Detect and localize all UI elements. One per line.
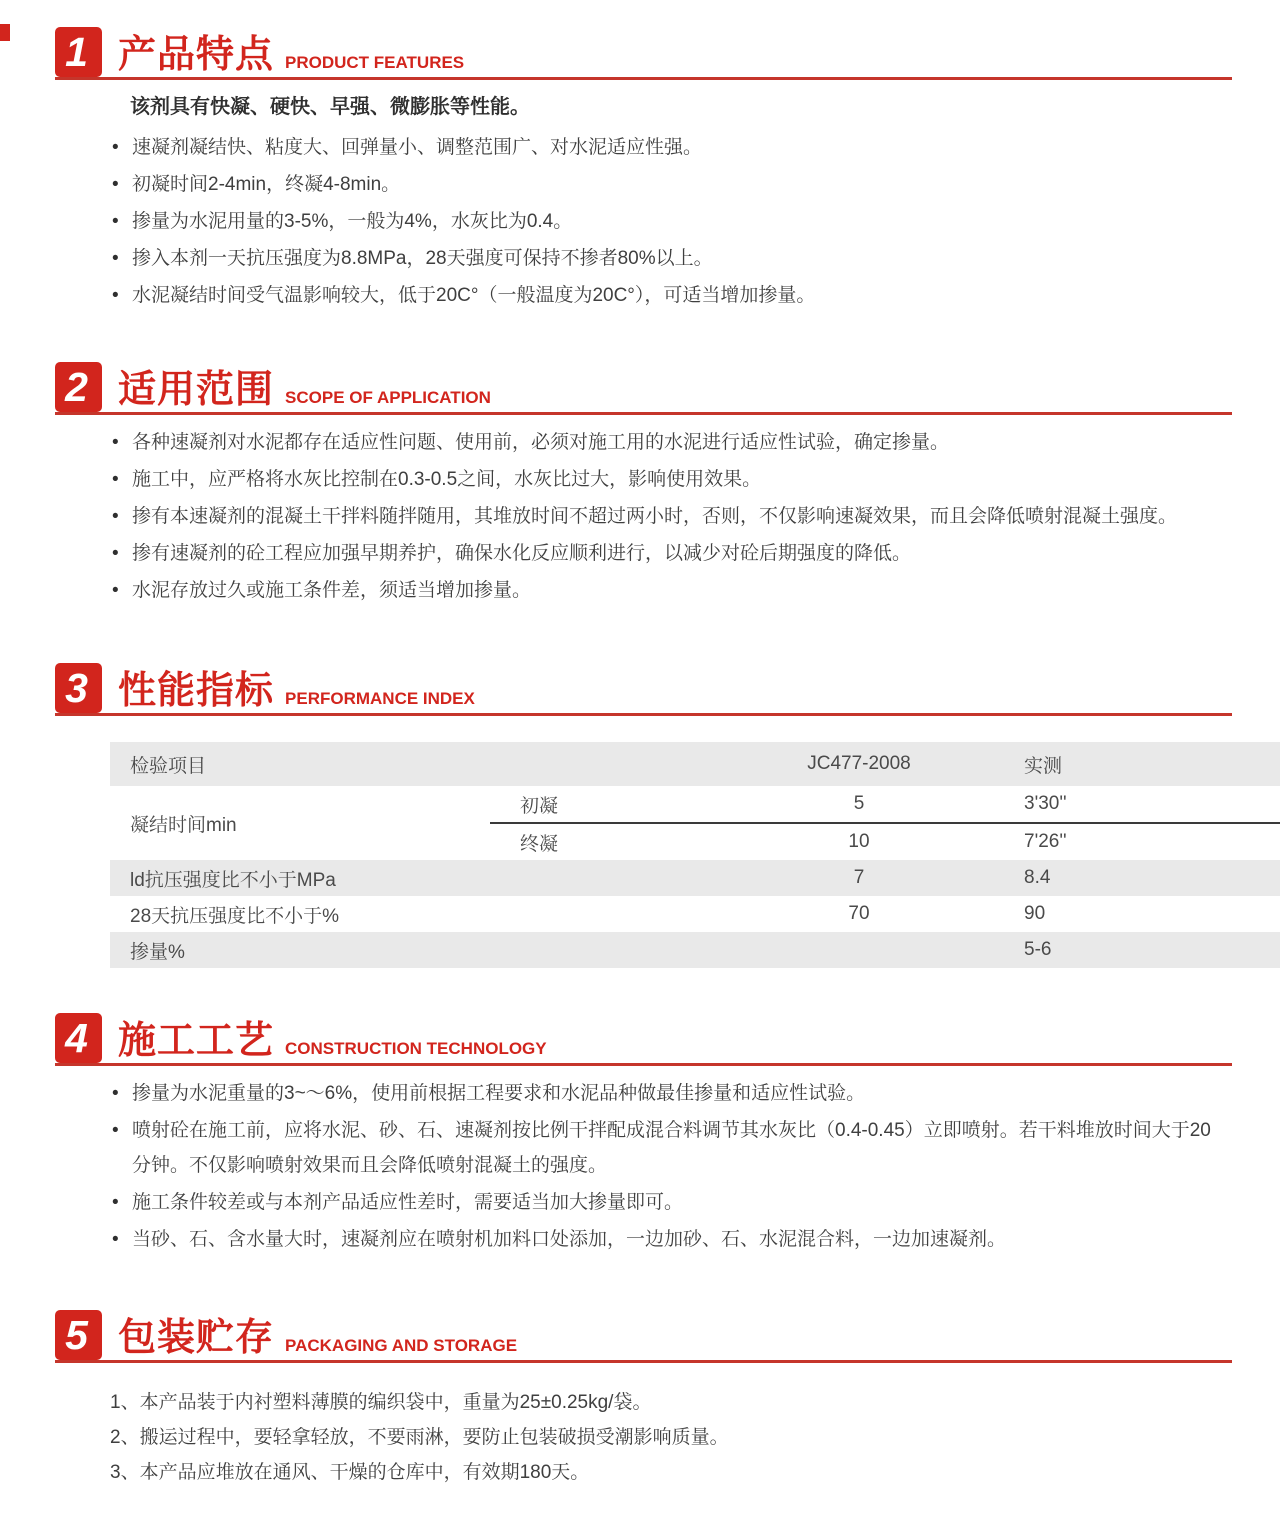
section-title-zh: 性能指标 <box>118 670 275 712</box>
section-header <box>55 24 1232 80</box>
corner-accent-mark <box>0 24 10 41</box>
section-number-badge: 2 <box>55 362 102 412</box>
table-cell-final-measured: 7'26'' <box>1024 831 1067 852</box>
section-performance-index <box>0 660 1280 968</box>
table-cell-standard: 7 <box>706 860 1012 896</box>
bullet-item: • 掺入本剂一天抗压强度为8.8MPa，28天强度可保持不掺者80%以上。 <box>110 241 1220 276</box>
bullet-item: • 初凝时间2-4min，终凝4-8min。 <box>110 167 1220 202</box>
numbered-item: 3、本产品应堆放在通风、干燥的仓库中，有效期180天。 <box>110 1462 590 1483</box>
table-cell-final-name: 终凝 <box>520 833 559 855</box>
section-packaging-and-storage <box>0 1307 1280 1490</box>
table-header-sub <box>490 742 706 786</box>
table-cell-item: 掺量% <box>110 932 706 968</box>
bullet-list <box>110 425 1220 608</box>
section-construction-technology <box>0 1010 1280 1257</box>
table-header-standard: JC477-2008 <box>706 742 1012 786</box>
section-header <box>55 660 1232 716</box>
section-intro: 该剂具有快凝、硬快、早强、微膨胀等性能。 <box>130 96 530 118</box>
section-number-badge: 5 <box>55 1310 102 1360</box>
section-title-zh: 包装贮存 <box>118 1317 275 1359</box>
section-header <box>55 359 1232 415</box>
bullet-list <box>110 1076 1220 1257</box>
bullet-item: • 施工中，应严格将水灰比控制在0.3-0.5之间，水灰比过大，影响使用效果。 <box>110 462 1220 497</box>
section-product-features <box>0 24 1280 313</box>
table-row <box>110 896 1280 932</box>
table-cell-final-standard: 10 <box>848 831 870 852</box>
section-title-zh: 适用范围 <box>118 369 275 411</box>
section-number-badge: 1 <box>55 27 102 77</box>
bullet-item: • 施工条件较差或与本剂产品适应性差时，需要适当加大掺量即可。 <box>110 1185 1220 1220</box>
table-cell-initial-measured: 3'30'' <box>1012 786 1280 823</box>
section-header <box>55 1010 1232 1066</box>
table-row <box>110 860 1280 896</box>
table-row <box>110 932 1280 968</box>
section-title-en: PRODUCT FEATURES <box>285 53 465 72</box>
bullet-item: • 掺量为水泥用量的3-5%，一般为4%，水灰比为0.4。 <box>110 204 1220 239</box>
table-cell-setting-label: 凝结时间min <box>130 814 237 836</box>
bullet-item: • 水泥存放过久或施工条件差，须适当增加掺量。 <box>110 573 1220 608</box>
table-cell-initial-standard: 5 <box>706 786 1012 823</box>
section-number-badge: 3 <box>55 663 102 713</box>
section-title-en: PERFORMANCE INDEX <box>285 689 475 708</box>
table-header-row <box>110 742 1280 786</box>
section-title-zh: 施工工艺 <box>118 1020 275 1062</box>
bullet-item: • 水泥凝结时间受气温影响较大，低于20C°（一般温度为20C°），可适当增加掺量。 <box>110 278 1220 313</box>
table-cell-initial-name: 初凝 <box>490 786 706 823</box>
table-row-setting-initial <box>110 786 1280 823</box>
bullet-item: • 速凝剂凝结快、粘度大、回弹量小、调整范围广、对水泥适应性强。 <box>110 130 1220 165</box>
section-scope-of-application <box>0 359 1280 608</box>
table-cell-item: 28天抗压强度比不小于% <box>130 905 340 927</box>
numbered-item: 2、搬运过程中，要轻拿轻放，不要雨淋，要防止包装破损受潮影响质量。 <box>110 1427 729 1448</box>
bullet-item: • 喷射砼在施工前，应将水泥、砂、石、速凝剂按比例干拌配成混合料调节其水灰比（0.4-0.45）立即喷射。若干料堆放时间大于20分钟。不仅影响喷射效果而且会降低喷射混凝土的强度。 <box>110 1113 1220 1183</box>
table-header-measured: 实测 <box>1012 742 1280 786</box>
bullet-item: • 掺量为水泥重量的3~～6%，使用前根据工程要求和水泥品种做最佳掺量和适应性试验。 <box>110 1076 1220 1111</box>
table-cell-measured: 8.4 <box>1012 860 1280 896</box>
bullet-item: • 掺有本速凝剂的混凝土干拌料随拌随用，其堆放时间不超过两小时，否则，不仅影响速凝效果，而且会降低喷射混凝土强度。 <box>110 499 1220 534</box>
section-title-en: SCOPE OF APPLICATION <box>285 388 491 407</box>
section-title-zh: 产品特点 <box>118 34 275 76</box>
numbered-item: 1、本产品装于内衬塑料薄膜的编织袋中，重量为25±0.25kg/袋。 <box>110 1392 652 1413</box>
table-cell-measured: 90 <box>1024 903 1046 924</box>
bullet-item: • 各种速凝剂对水泥都存在适应性问题、使用前，必须对施工用的水泥进行适应性试验，确定掺量。 <box>110 425 1220 460</box>
bullet-list <box>110 130 1220 313</box>
table-cell-item: ld抗压强度比不小于MPa <box>110 860 706 896</box>
table-cell-standard: 70 <box>848 903 870 924</box>
table-header-item: 检验项目 <box>110 742 490 786</box>
section-number-badge: 4 <box>55 1013 102 1063</box>
section-header <box>55 1307 1232 1363</box>
bullet-item: • 当砂、石、含水量大时，速凝剂应在喷射机加料口处添加，一边加砂、石、水泥混合料，一边加速凝剂。 <box>110 1222 1220 1257</box>
performance-table <box>110 742 1280 968</box>
bullet-item: • 掺有速凝剂的砼工程应加强早期养护，确保水化反应顺利进行，以减少对砼后期强度的降低。 <box>110 536 1220 571</box>
table-cell-measured: 5-6 <box>1012 932 1280 968</box>
section-title-en: PACKAGING AND STORAGE <box>285 1336 518 1355</box>
table-cell-standard <box>706 932 1012 968</box>
product-spec-page <box>0 24 1280 1538</box>
section-title-en: CONSTRUCTION TECHNOLOGY <box>285 1039 547 1058</box>
numbered-list <box>110 1385 1220 1490</box>
